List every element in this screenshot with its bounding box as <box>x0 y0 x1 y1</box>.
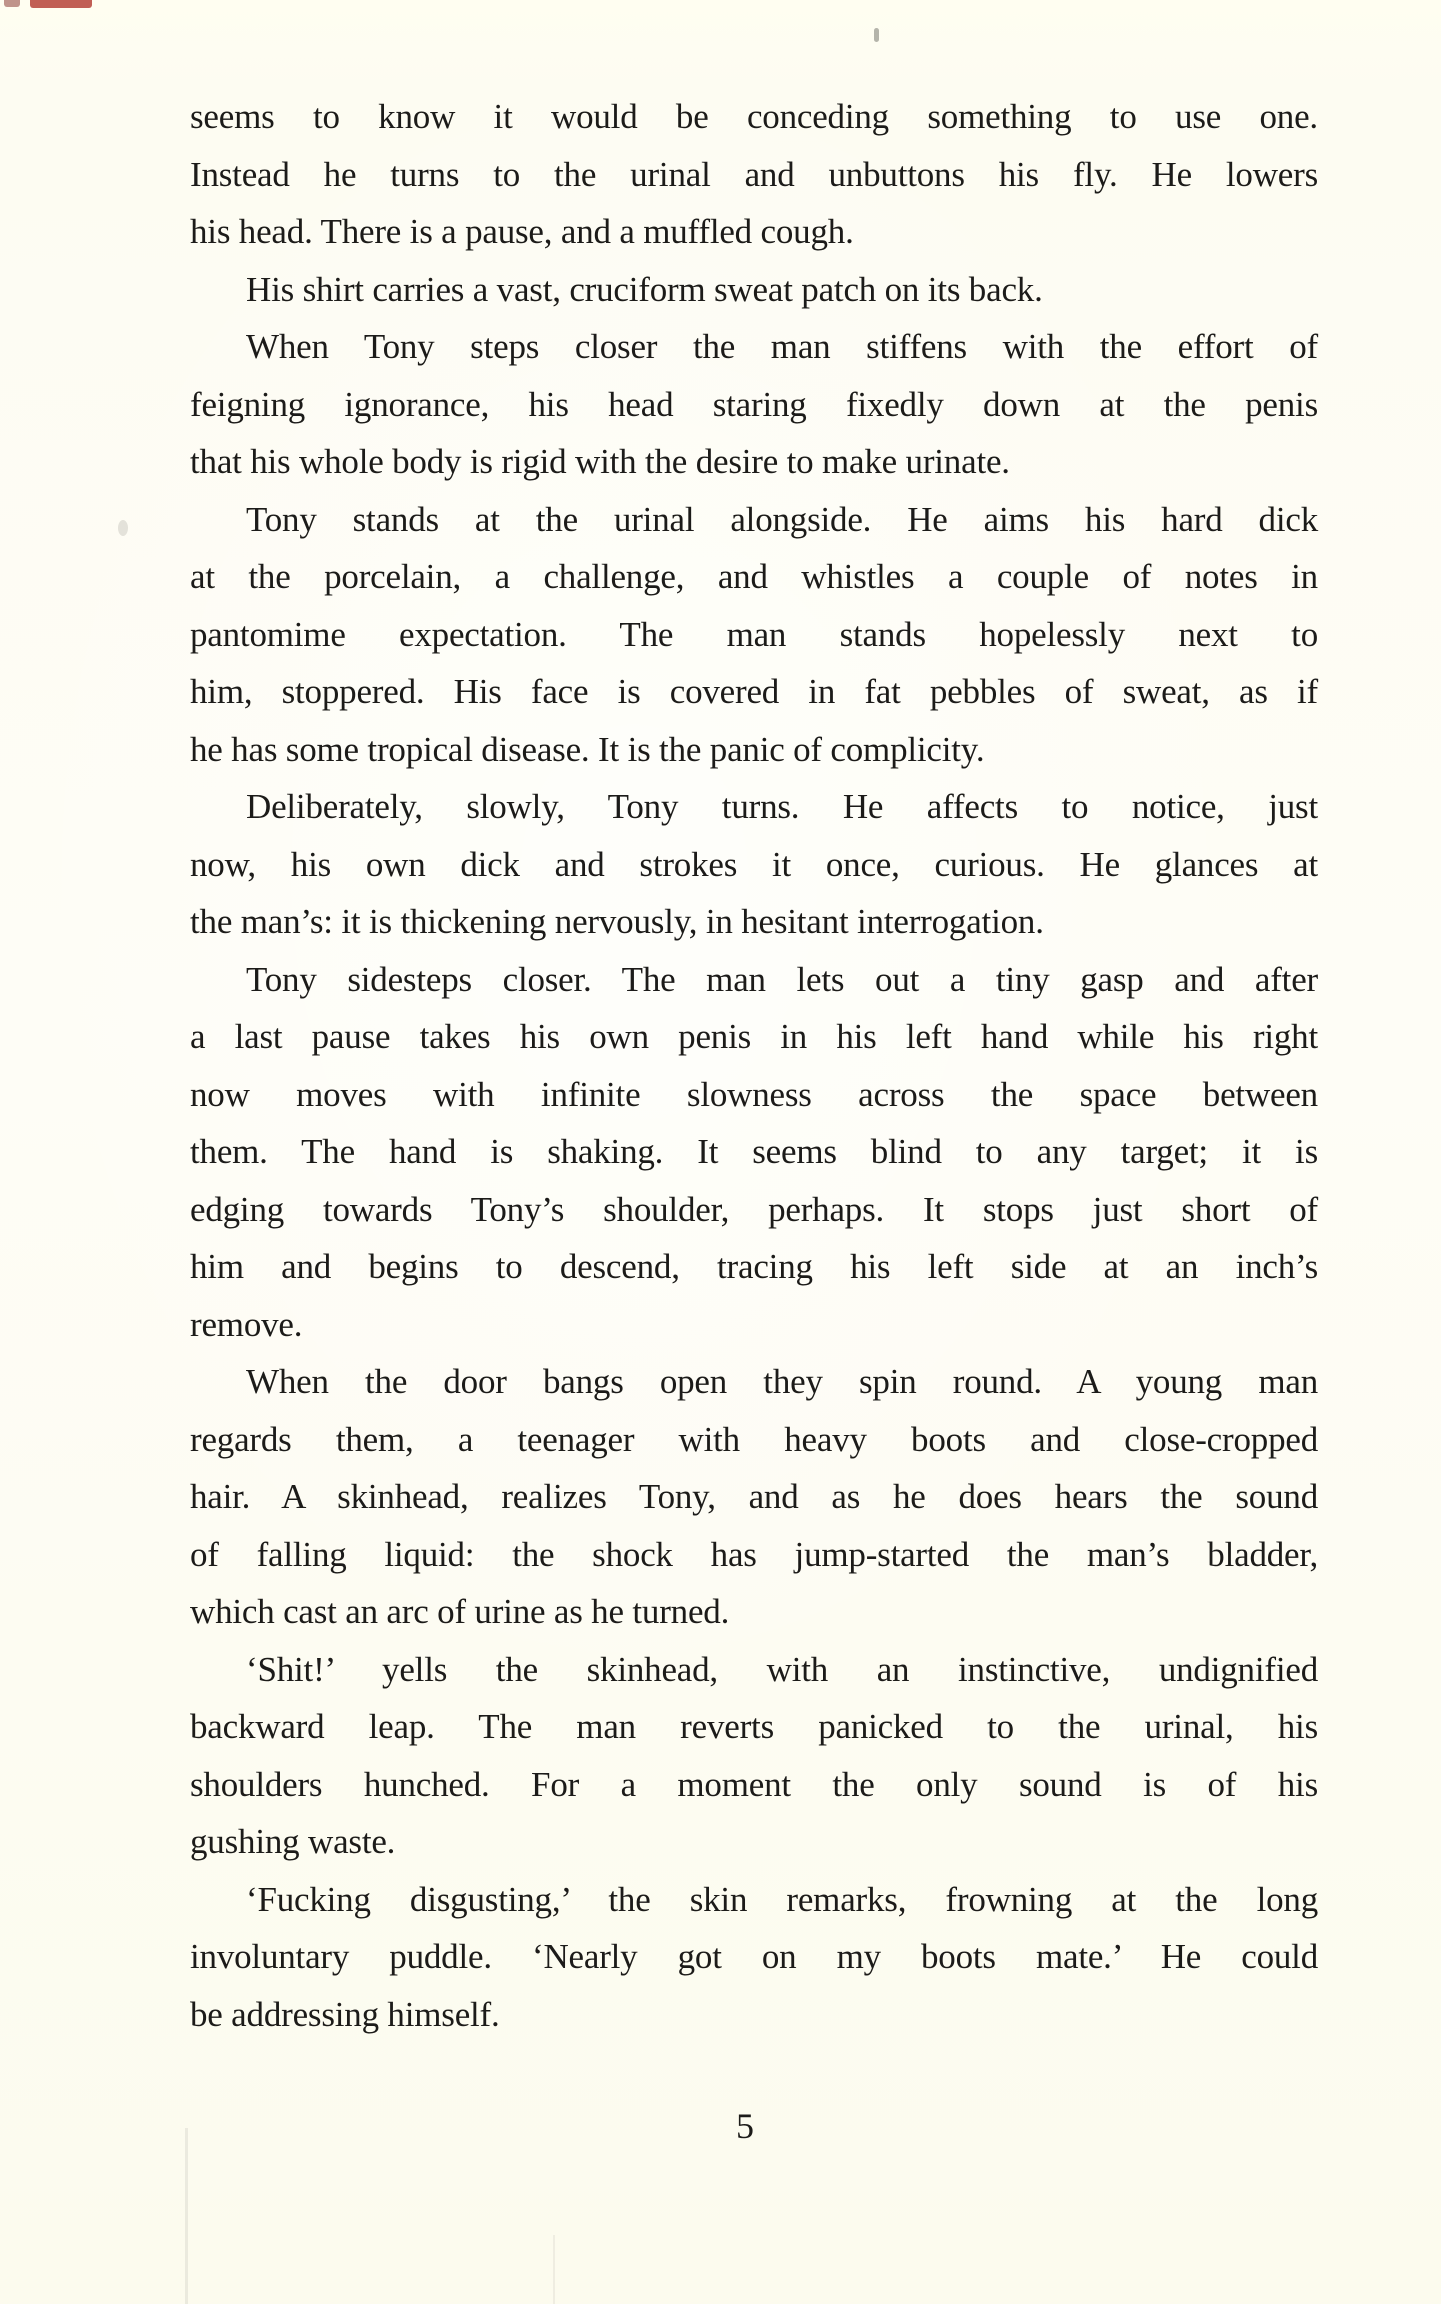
text-line: now, his own dick and strokes it once, curious. He glances at <box>190 844 1318 884</box>
text-line: ‘Fucking disgusting,’ the skin remarks, frowning at the long <box>246 1879 1318 1919</box>
text-line: now moves with infinite slowness across the space between <box>190 1074 1318 1114</box>
text-line: the man’s: it is thickening nervously, in hesitant interrogation. <box>190 902 1044 941</box>
text-line: at the porcelain, a challenge, and whistles a couple of notes in <box>190 557 1318 596</box>
text-line: be addressing himself. <box>190 1994 500 2034</box>
text-line: Instead he turns to the urinal and unbuttons his fly. He lowers <box>190 154 1318 194</box>
text-line: Tony sidesteps closer. The man lets out a tiny gasp and after <box>246 959 1318 999</box>
text-line: seems to know it would be conceding something to use one. <box>190 97 1318 136</box>
text-line: he has some tropical disease. It is the panic of complicity. <box>190 729 985 769</box>
scan-streak <box>185 2128 188 2304</box>
paragraph <box>190 88 1318 261</box>
text-line: hair. A skinhead, realizes Tony, and as he does hears the sound <box>190 1477 1318 1516</box>
text-line: edging towards Tony’s shoulder, perhaps. It stops just short of <box>190 1189 1318 1229</box>
paragraph <box>190 1641 1318 1871</box>
paragraph <box>190 261 1318 319</box>
text-line: a last pause takes his own penis in his left hand while his right <box>190 1017 1318 1056</box>
paragraph <box>190 491 1318 779</box>
text-line: him, stoppered. His face is covered in fat pebbles of sweat, as if <box>190 672 1318 711</box>
paragraph <box>190 778 1318 951</box>
page-text <box>190 88 1318 2043</box>
scan-speck <box>874 28 879 42</box>
text-line: ‘Shit!’ yells the skinhead, with an instinctive, undignified <box>246 1649 1318 1689</box>
scan-red-mark <box>30 0 92 8</box>
text-line: pantomime expectation. The man stands hopelessly next to <box>190 614 1318 654</box>
text-line: involuntary puddle. ‘Nearly got on my boots mate.’ He could <box>190 1937 1318 1976</box>
text-line: which cast an arc of urine as he turned. <box>190 1592 730 1631</box>
text-line: When Tony steps closer the man stiffens with the effort of <box>246 327 1318 366</box>
text-line: shoulders hunched. For a moment the only sound is of his <box>190 1764 1318 1804</box>
text-line: His shirt carries a vast, cruciform sweat patch on its back. <box>246 269 1043 309</box>
scan-corner-smudge <box>4 0 20 7</box>
text-line: Tony stands at the urinal alongside. He aims his hard dick <box>246 499 1318 539</box>
text-line: that his whole body is rigid with the desire to make urinate. <box>190 442 1010 481</box>
paragraph <box>190 1871 1318 2044</box>
text-line: When the door bangs open they spin round. A young man <box>246 1362 1318 1401</box>
page-number: 5 <box>736 2106 754 2146</box>
text-line: him and begins to descend, tracing his left side at an inch’s <box>190 1247 1318 1286</box>
text-line: his head. There is a pause, and a muffled cough. <box>190 212 854 251</box>
text-line: feigning ignorance, his head staring fixedly down at the penis <box>190 384 1318 424</box>
text-line: them. The hand is shaking. It seems blind to any target; it is <box>190 1132 1318 1171</box>
text-line: of falling liquid: the shock has jump-started the man’s bladder, <box>190 1534 1318 1574</box>
scan-speck <box>118 520 128 536</box>
paragraph <box>190 1353 1318 1641</box>
text-line: backward leap. The man reverts panicked to the urinal, his <box>190 1707 1318 1746</box>
scan-streak <box>553 2235 555 2304</box>
text-line: Deliberately, slowly, Tony turns. He affects to notice, just <box>246 787 1318 826</box>
paragraph <box>190 951 1318 1354</box>
text-line: regards them, a teenager with heavy boots and close-cropped <box>190 1419 1318 1459</box>
paragraph <box>190 318 1318 491</box>
text-line: remove. <box>190 1304 303 1344</box>
text-line: gushing waste. <box>190 1822 396 1861</box>
